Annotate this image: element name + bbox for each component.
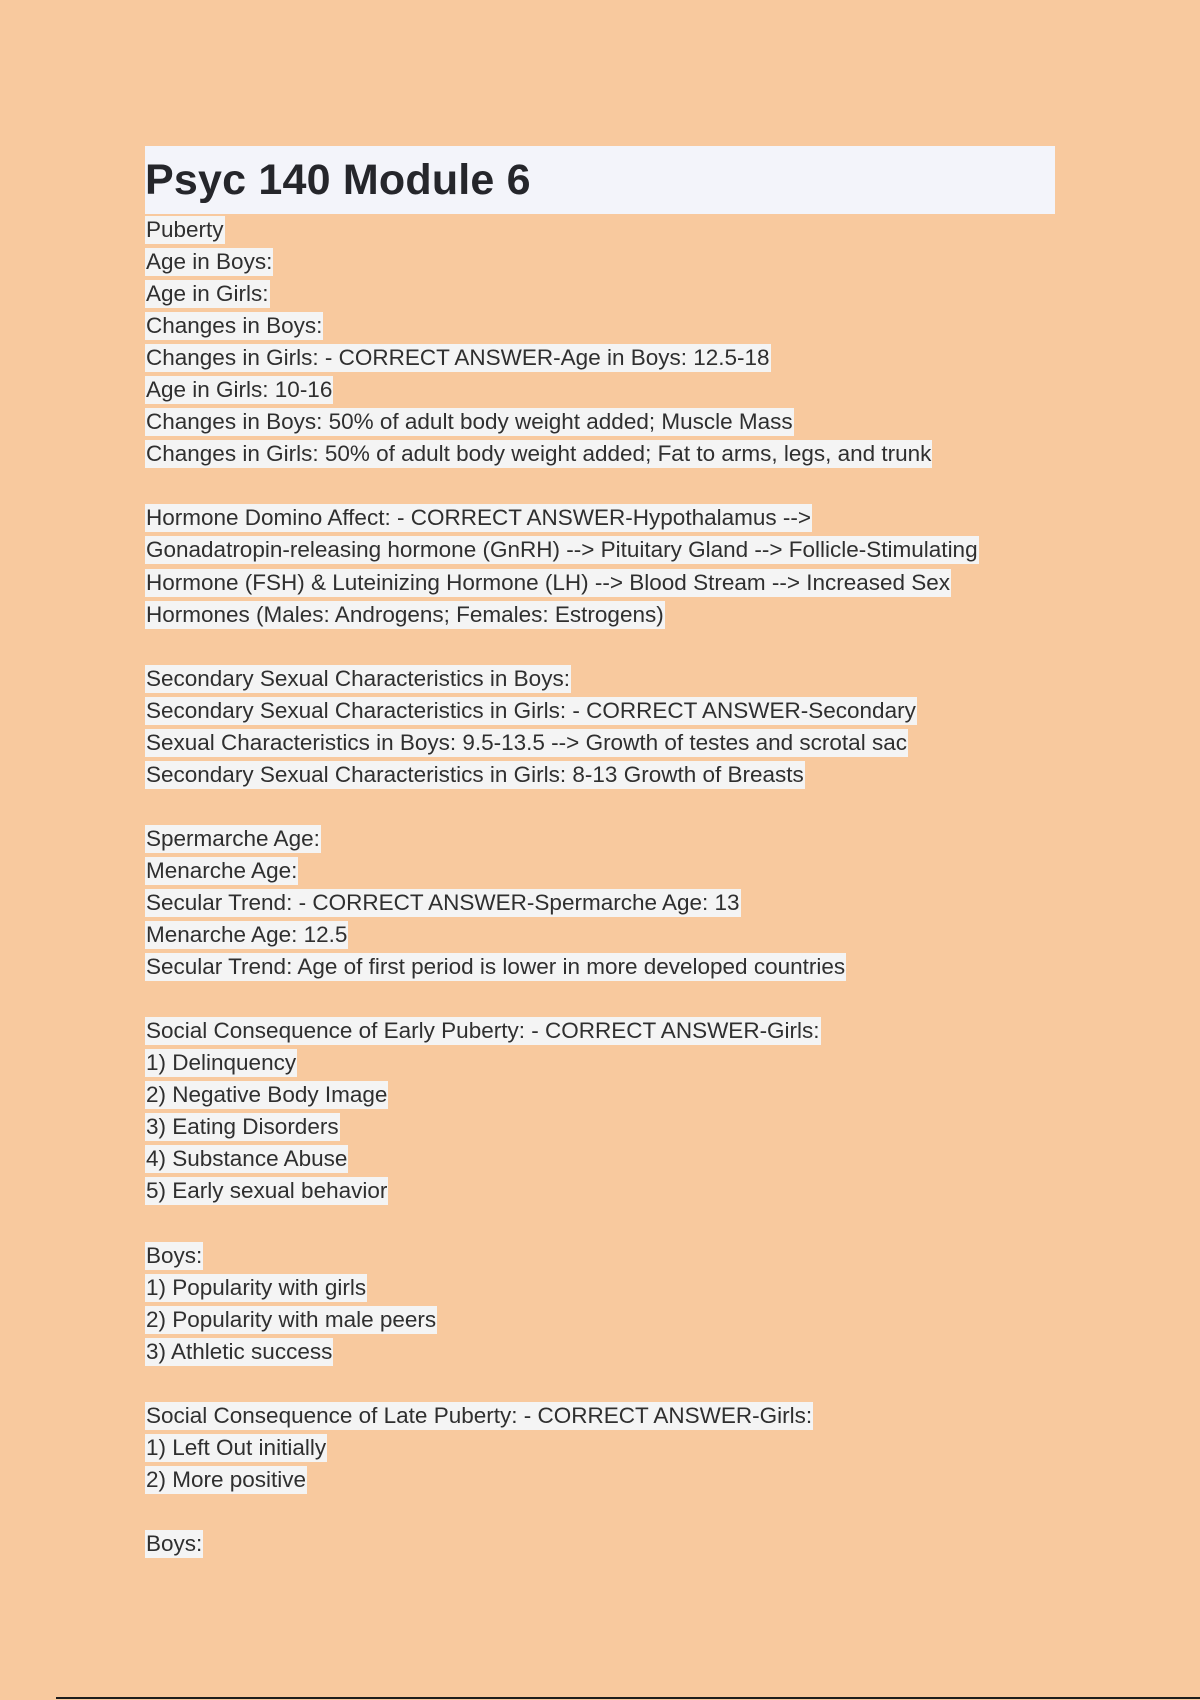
text-line-content: 2) Negative Body Image [146, 1082, 388, 1108]
text-line [145, 1304, 1055, 1336]
text-line-content: Age in Girls: [146, 281, 269, 307]
text-line [145, 342, 1055, 374]
blank-line [145, 1368, 1055, 1400]
text-line [145, 310, 1055, 342]
text-line-content: Age in Boys: [146, 249, 273, 275]
text-line-content: Changes in Boys: [146, 313, 323, 339]
text-line [145, 1240, 1055, 1272]
blank-line [145, 983, 1055, 1015]
text-line [145, 1175, 1055, 1207]
text-line [145, 599, 1055, 631]
bottom-divider [56, 1697, 1200, 1699]
text-line [145, 1047, 1055, 1079]
document-page [145, 146, 1055, 1560]
blank-line [145, 791, 1055, 823]
text-line [145, 406, 1055, 438]
text-line-content: 1) Popularity with girls [146, 1274, 367, 1300]
text-line-content: Secular Trend: - CORRECT ANSWER-Spermarche Age: 13 [146, 889, 740, 915]
text-line [145, 374, 1055, 406]
text-line-content: Social Consequence of Late Puberty: - CORRECT ANSWER-Girls: [146, 1402, 813, 1428]
text-line-content: Changes in Boys: 50% of adult body weight added; Muscle Mass [146, 409, 793, 435]
text-line-content: Secondary Sexual Characteristics in Boys: [146, 665, 570, 691]
text-line [145, 567, 1055, 599]
document-body [145, 214, 1055, 1560]
text-line-content: Gonadatropin-releasing hormone (GnRH) --> Pituitary Gland --> Follicle-Stimulating [146, 537, 978, 563]
title-bar [145, 146, 1055, 214]
text-line-content: Menarche Age: [146, 857, 298, 883]
text-line-content: Changes in Girls: 50% of adult body weight added; Fat to arms, legs, and trunk [146, 441, 932, 467]
text-line [145, 1079, 1055, 1111]
text-line-content: Secondary Sexual Characteristics in Girls: - CORRECT ANSWER-Secondary [146, 697, 916, 723]
text-line [145, 1143, 1055, 1175]
blank-line [145, 1496, 1055, 1528]
text-line-content: Menarche Age: 12.5 [146, 922, 348, 948]
text-line [145, 695, 1055, 727]
text-line-content: Sexual Characteristics in Boys: 9.5-13.5 --> Growth of testes and scrotal sac [146, 729, 907, 755]
text-line-content: Spermarche Age: [146, 825, 320, 851]
text-line [145, 1111, 1055, 1143]
text-line-content: Hormones (Males: Androgens; Females: Estrogens) [146, 601, 664, 627]
text-line [145, 1400, 1055, 1432]
text-line-content: 3) Eating Disorders [146, 1114, 339, 1140]
text-line-content: 1) Left Out initially [146, 1434, 327, 1460]
text-line [145, 1464, 1055, 1496]
text-line-content: 5) Early sexual behavior [146, 1178, 388, 1204]
text-line [145, 438, 1055, 470]
text-line-content: Social Consequence of Early Puberty: - CORRECT ANSWER-Girls: [146, 1018, 820, 1044]
text-line [145, 1272, 1055, 1304]
text-line [145, 1432, 1055, 1464]
blank-line [145, 631, 1055, 663]
text-line [145, 214, 1055, 246]
text-line [145, 663, 1055, 695]
text-line-content: Age in Girls: 10-16 [146, 377, 333, 403]
text-line [145, 1336, 1055, 1368]
text-line [145, 855, 1055, 887]
blank-line [145, 470, 1055, 502]
text-line [145, 951, 1055, 983]
text-line-content: Secular Trend: Age of first period is lower in more developed countries [146, 954, 846, 980]
text-line-content: 4) Substance Abuse [146, 1146, 348, 1172]
text-line [145, 278, 1055, 310]
text-line-content: Secondary Sexual Characteristics in Girls: 8-13 Growth of Breasts [146, 761, 804, 787]
text-line-content: Hormone (FSH) & Luteinizing Hormone (LH) --> Blood Stream --> Increased Sex [146, 569, 951, 595]
blank-line [145, 1207, 1055, 1239]
text-line [145, 1528, 1055, 1560]
text-line-content: Boys: [146, 1530, 203, 1556]
text-line [145, 727, 1055, 759]
text-line-content: 1) Delinquency [146, 1050, 297, 1076]
document-title: Psyc 140 Module 6 [145, 155, 531, 204]
text-line [145, 919, 1055, 951]
text-line [145, 246, 1055, 278]
text-line-content: 3) Athletic success [146, 1338, 333, 1364]
text-line-content: Boys: [146, 1242, 203, 1268]
text-line-content: Changes in Girls: - CORRECT ANSWER-Age in Boys: 12.5-18 [146, 345, 770, 371]
text-line [145, 502, 1055, 534]
text-line [145, 1015, 1055, 1047]
text-line-content: 2) More positive [146, 1466, 307, 1492]
text-line [145, 823, 1055, 855]
text-line-content: 2) Popularity with male peers [146, 1306, 437, 1332]
text-line [145, 534, 1055, 566]
text-line [145, 759, 1055, 791]
text-line-content: Hormone Domino Affect: - CORRECT ANSWER-Hypothalamus --> [146, 505, 811, 531]
text-line [145, 887, 1055, 919]
text-line-content: Puberty [146, 217, 224, 242]
